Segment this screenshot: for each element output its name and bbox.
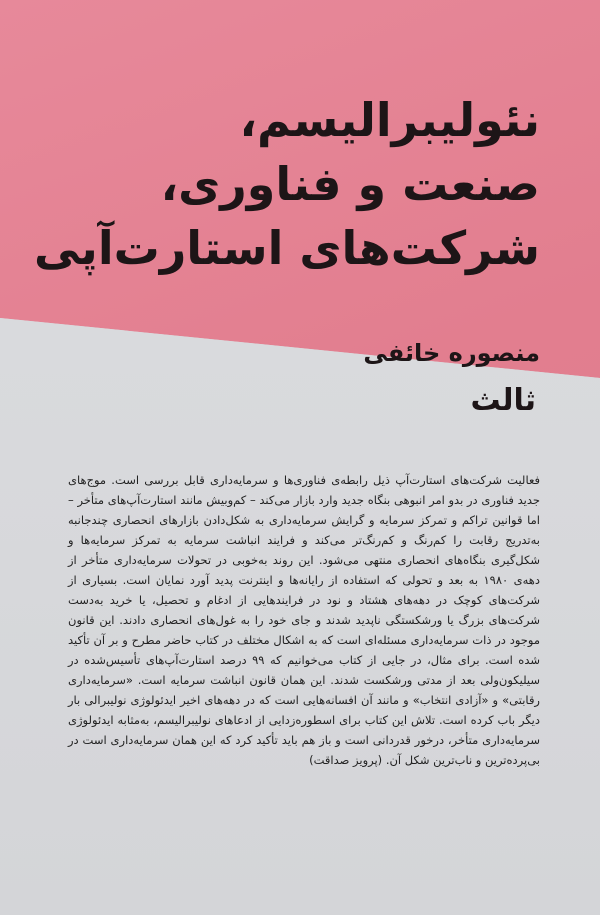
author-name: منصوره خائفی [363, 339, 540, 367]
back-blurb [68, 470, 540, 770]
title-line-3: شرکت‌های استارت‌آپی [34, 221, 540, 275]
title-line-1: نئولیبرالیسم، [239, 93, 540, 147]
publisher-logo: ثالث [470, 383, 536, 418]
blurb-signature: (پرویز صداقت) [309, 753, 383, 767]
title-line-2: صنعت و فناوری، [160, 157, 540, 211]
book-title [34, 88, 540, 280]
blurb-text: فعالیت شرکت‌های استارت‌آپ ذیل رابطه‌ی فناوری‌ها و سرمایه‌داری قابل بررسی است. موج‌های جدید فناوری در بدو امر انبوهی بنگاه جدید وارد بازار می‌کند – کم‌وبیش مانند استارت‌آپ‌های متأخر – اما قوانین تراکم و تمرکز سرمایه و گرایش سرمایه‌داری به شکل‌دادن بازارهای انحصاری چندجانبه به‌تدریج رقابت را کم‌رنگ و کم‌رنگ‌تر می‌کند و فرایند انباشت سرمایه به تمرکز سرمایه‌ها و شکل‌گیری بنگاه‌های انحصاری منتهی می‌شود. این روند به‌خوبی در تحولات سرمایه‌داری متأخر از دهه‌ی ۱۹۸۰ به بعد و تحولی که استفاده از رایانه‌ها و اینترنت پدید آورد نمایان است. بسیاری از شرکت‌های کوچک در دهه‌های هشتاد و نود در فرایندهایی از ادغام و تحصیل، یا خرید به‌دست شرکت‌های بزرگ یا ورشکستگی ناپدید شدند و جای خود را به غول‌های انحصاری دادند. این قانون موجود در ذات سرمایه‌داری مسئله‌ای است که به اشکال مختلف در کتاب حاضر مطرح و بر آن تأکید شده است. برای مثال، در جایی از کتاب می‌خوانیم که ۹۹ درصد استارت‌آپ‌های تأسیس‌شده در سیلیکون‌ولی بعد از مدتی ورشکست شدند. این همان قانون انباشت سرمایه است. «سرمایه‌داری رقابتی» و «آزادی انتخاب» و مانند آن افسانه‌هایی است که در دهه‌های اخیر ایدئولوژی نولیبرالی بار دیگر باب کرده است. تلاش این کتاب برای اسطوره‌زدایی از ادعاهای نولیبرالیسم، به‌مثابه ایدئولوژی سرمایه‌داری متأخر، درخور قدردانی است و باز هم باید تأکید کرد که این همان سرمایه‌داری است در بی‌پرده‌ترین و ناب‌ترین شکل آن. [68, 473, 541, 767]
